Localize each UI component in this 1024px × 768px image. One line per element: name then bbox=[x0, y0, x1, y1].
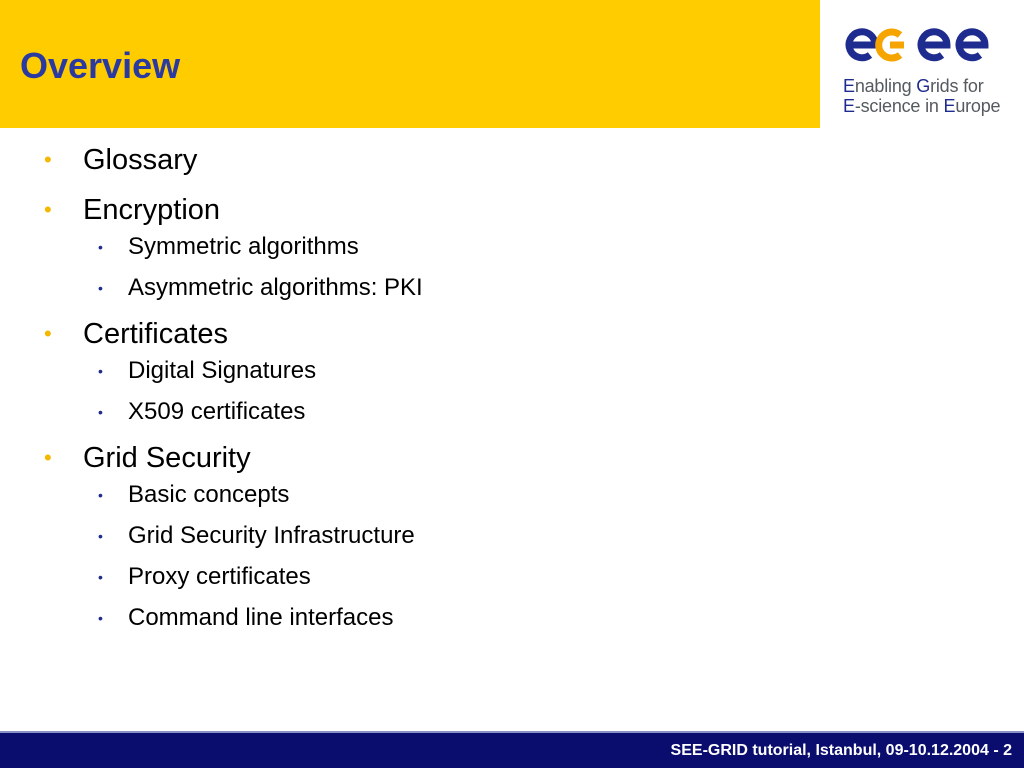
bullet-dot-icon: • bbox=[44, 197, 52, 222]
bullet-dot-icon: • bbox=[44, 321, 52, 346]
bullet-dot-icon: • bbox=[98, 280, 103, 296]
bullet-dot-icon: • bbox=[98, 363, 103, 379]
outline-item-label: Glossary bbox=[83, 144, 198, 176]
outline-subitem bbox=[83, 480, 1024, 510]
outline-item bbox=[0, 314, 1024, 427]
bullet-dot-icon: • bbox=[98, 239, 103, 255]
footer-text: SEE-GRID tutorial, Istanbul, 09-10.12.2004 - 2 bbox=[670, 742, 1012, 759]
bullet-dot-icon: • bbox=[44, 445, 52, 470]
bullet-dot-icon: • bbox=[98, 528, 103, 544]
outline-subitem-label: Command line interfaces bbox=[128, 604, 394, 631]
outline-item bbox=[0, 140, 1024, 180]
outline-subitem bbox=[83, 356, 1024, 386]
outline-subitem bbox=[83, 397, 1024, 427]
outline-subitem-label: Asymmetric algorithms: PKI bbox=[128, 274, 423, 301]
outline-subitem-label: Proxy certificates bbox=[128, 563, 311, 590]
outline-item bbox=[0, 438, 1024, 633]
outline-sublist bbox=[83, 356, 1024, 427]
bullet-dot-icon: • bbox=[98, 487, 103, 503]
page-title: Overview bbox=[20, 45, 181, 86]
slide-content bbox=[0, 140, 1024, 644]
bullet-dot-icon: • bbox=[98, 610, 103, 626]
footer-band bbox=[0, 731, 1024, 768]
outline-subitem bbox=[83, 273, 1024, 303]
logo-tagline bbox=[843, 76, 1000, 116]
egee-logo bbox=[820, 0, 1024, 128]
outline-subitem-label: Digital Signatures bbox=[128, 357, 317, 384]
outline-item-label: Certificates bbox=[83, 318, 229, 350]
outline-list bbox=[0, 140, 1024, 633]
outline-subitem bbox=[83, 562, 1024, 592]
outline-subitem bbox=[83, 521, 1024, 551]
outline-sublist bbox=[83, 232, 1024, 303]
egee-wordmark-icon bbox=[842, 22, 1002, 68]
outline-item bbox=[0, 190, 1024, 303]
outline-subitem-label: X509 certificates bbox=[128, 398, 306, 425]
outline-sublist bbox=[83, 480, 1024, 633]
outline-subitem-label: Basic concepts bbox=[128, 481, 290, 508]
outline-item-label: Grid Security bbox=[83, 442, 251, 474]
bullet-dot-icon: • bbox=[98, 569, 103, 585]
outline-item-label: Encryption bbox=[83, 194, 221, 226]
logo-tagline-line1: Enabling Grids for bbox=[843, 76, 984, 96]
bullet-dot-icon: • bbox=[44, 147, 52, 172]
bullet-dot-icon: • bbox=[98, 404, 103, 420]
outline-subitem-label: Grid Security Infrastructure bbox=[128, 522, 415, 549]
logo-tagline-line2: E-science in Europe bbox=[843, 96, 1001, 116]
outline-subitem-label: Symmetric algorithms bbox=[128, 233, 359, 260]
outline-subitem bbox=[83, 232, 1024, 262]
outline-subitem bbox=[83, 603, 1024, 633]
header-band bbox=[0, 0, 820, 128]
